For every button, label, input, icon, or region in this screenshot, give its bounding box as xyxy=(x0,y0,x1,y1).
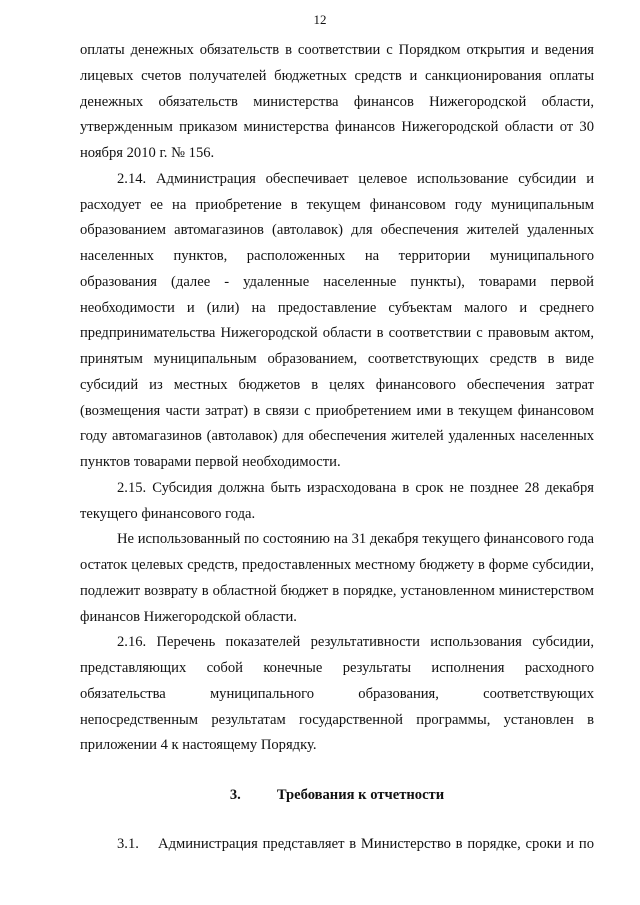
paragraph-unused-funds: Не использованный по состоянию на 31 декабря текущего финансового года остаток целевых средств, предоставленных местному бюджету в форме субсидии, подлежит возврату в областной бюджет в порядке, установленном министерством финансов Нижегородской области. xyxy=(80,531,594,625)
paragraph-2-14: 2.14. Администрация обеспечивает целевое использование субсидии и расходует ее на приобретение в текущем финансовом году муниципальным образованием автомагазинов (автолавок) для обеспечения жителей удаленных населенных пунктов, расположенных на территории муниципального образования (далее - удаленные населенные пункты), товарами первой необходимости и (или) на предоставление субъектам малого и среднего предпринимательства Нижегородской области в соответствии с правовым актом, принятым муниципальным образованием, соответствующих средств в виде субсидий из местных бюджетов в целях финансового обеспечения затрат (возмещения части затрат) в связи с приобретением ими в текущем финансовом году автомагазинов (автолавок) для обеспечения жителей удаленных населенных пунктов товарами первой необходимости. xyxy=(80,170,594,470)
paragraph-2-15: 2.15. Субсидия должна быть израсходована в срок не позднее 28 декабря текущего финансового года. xyxy=(80,479,594,522)
section-title: Требования к отчетности xyxy=(276,787,445,803)
section-heading xyxy=(80,783,594,809)
body-text xyxy=(80,38,594,858)
paragraph-3-1: 3.1. Администрация представляет в Министерство в порядке, сроки и по xyxy=(117,835,594,852)
section-number: 3. xyxy=(229,787,241,803)
paragraph-continuation: оплаты денежных обязательств в соответствии с Порядком открытия и ведения лицевых счетов получателей бюджетных средств и санкционирования оплаты денежных обязательств министерства финансов Нижегородской области, утвержденным приказом министерства финансов Нижегородской области от 30 ноября 2010 г. № 156. xyxy=(80,42,594,161)
paragraph-2-16: 2.16. Перечень показателей результативности использования субсидии, представляющих собой конечные результаты исполнения расходного обязательства муниципального образования, соответствующих непосредственным результатам государственной программы, установлен в приложении 4 к настоящему Порядку. xyxy=(80,634,594,754)
page-number: 12 xyxy=(313,12,327,27)
